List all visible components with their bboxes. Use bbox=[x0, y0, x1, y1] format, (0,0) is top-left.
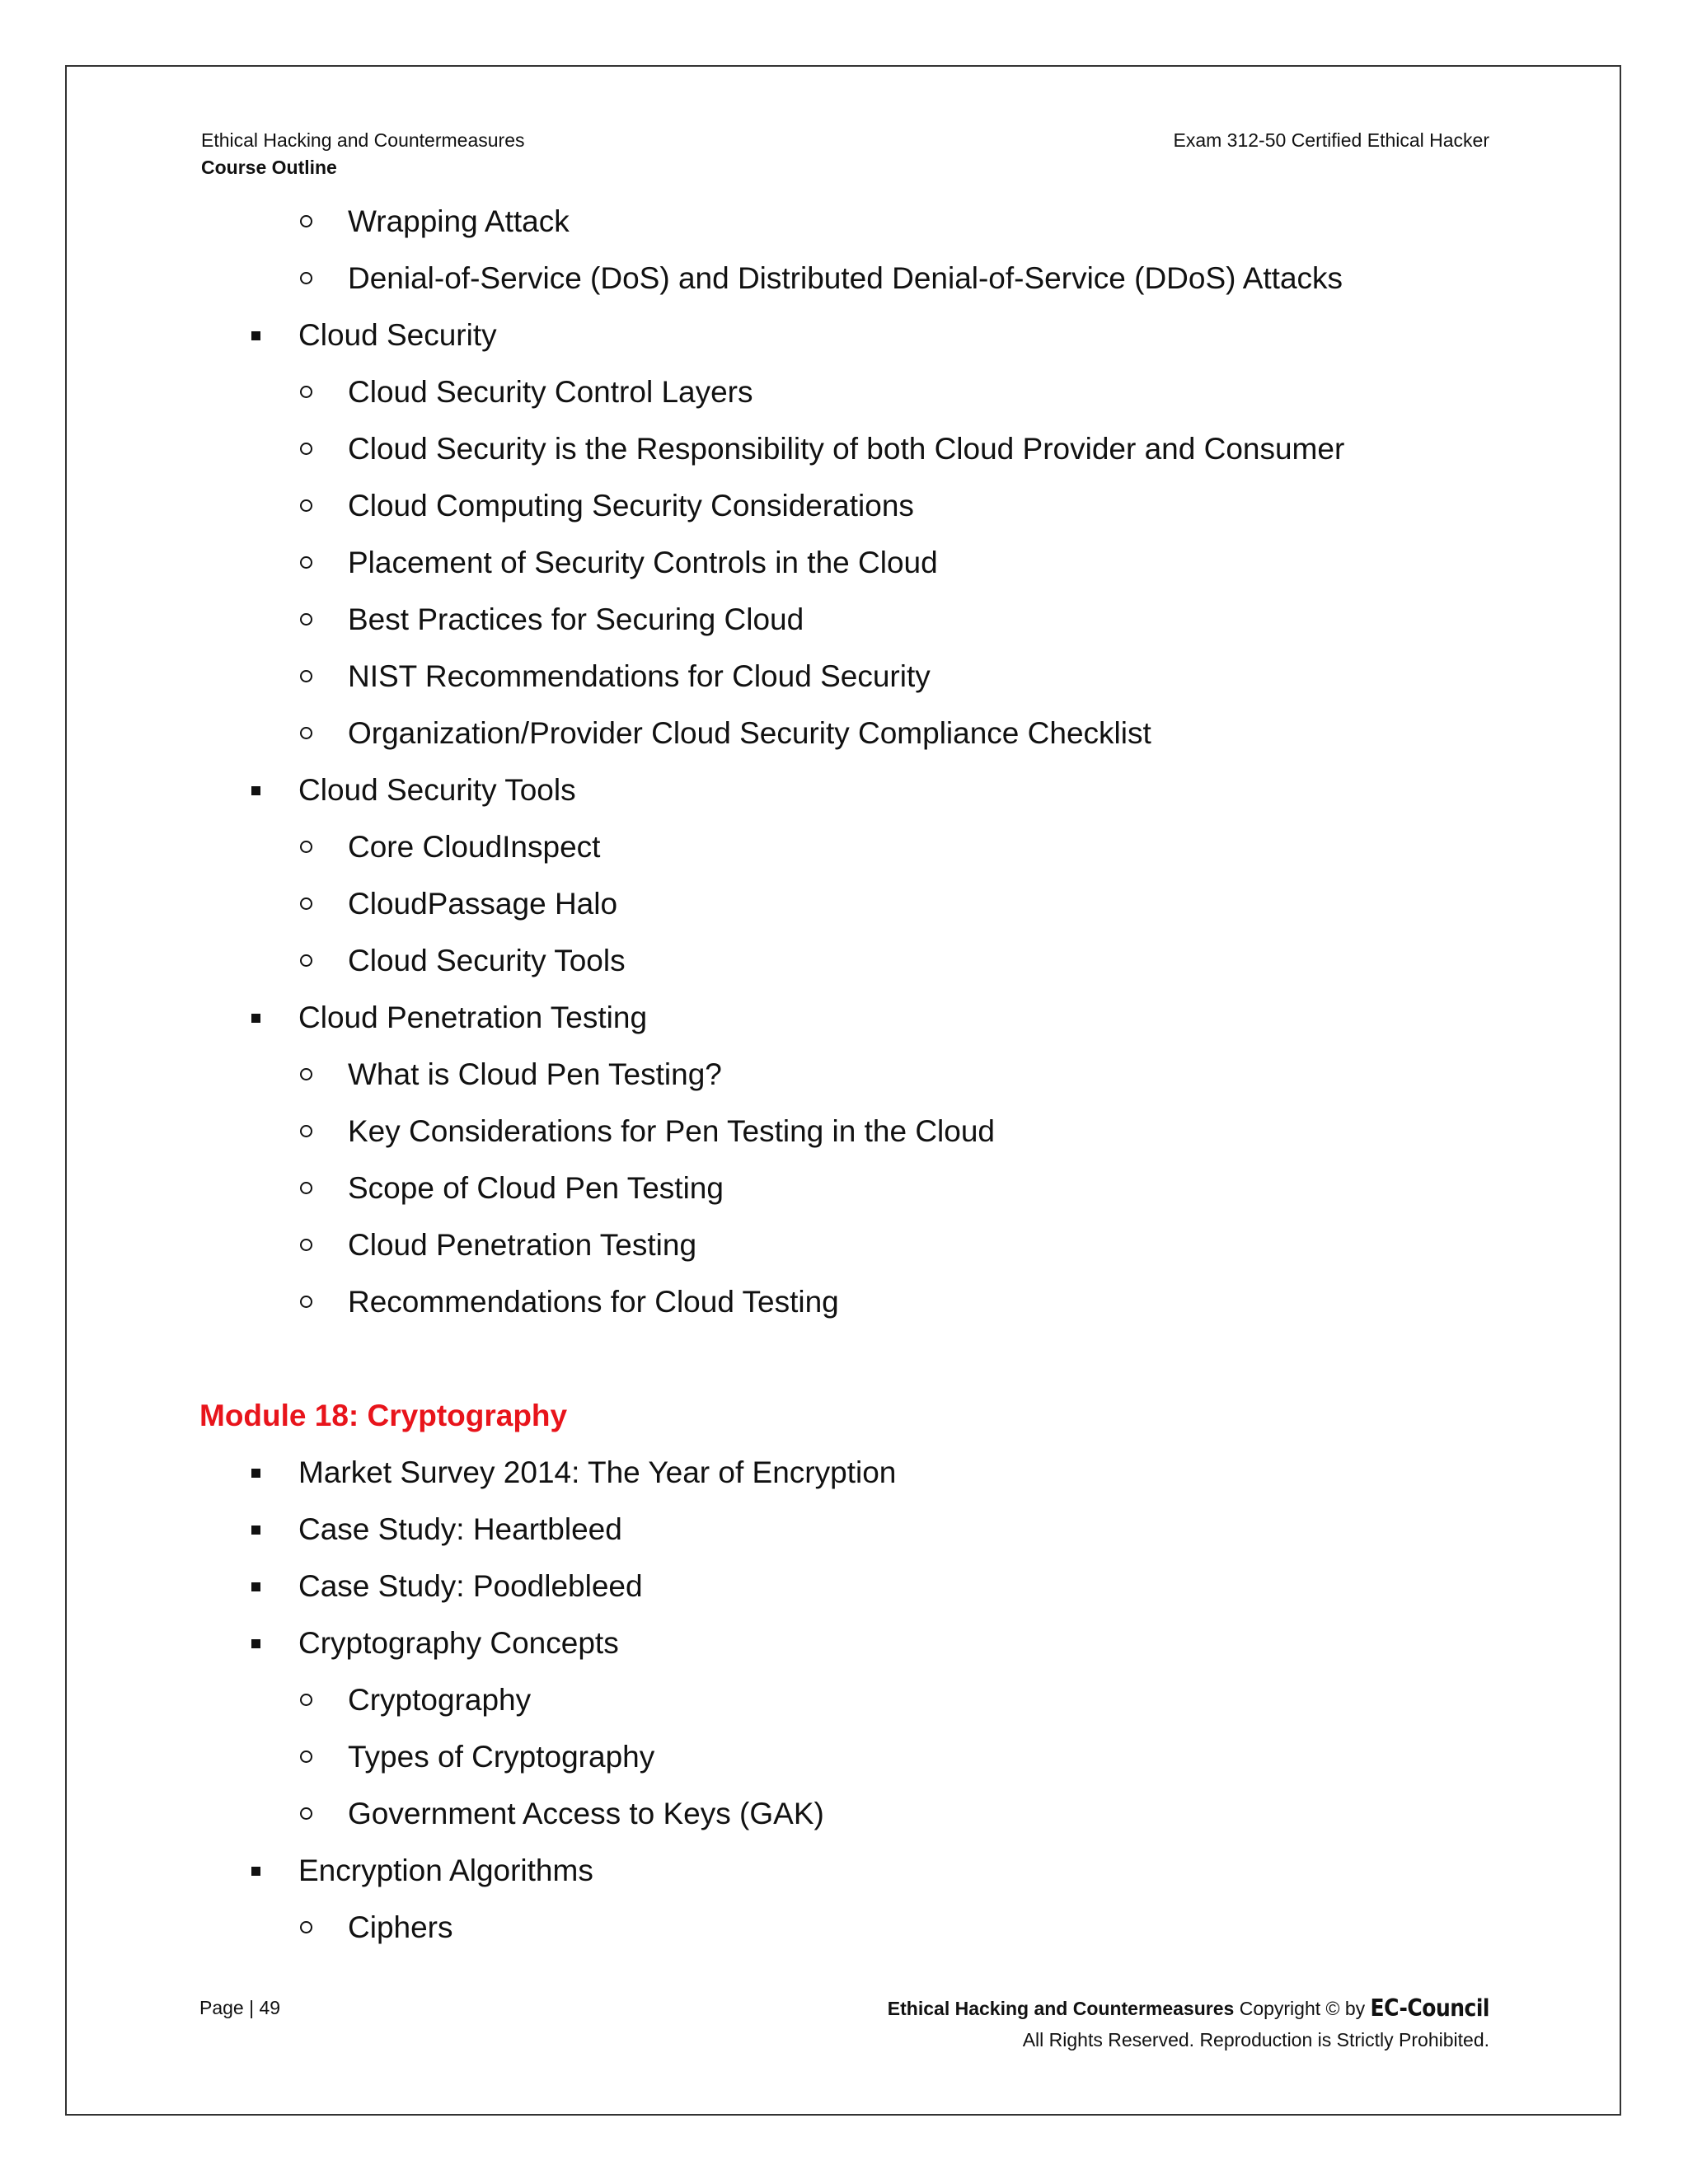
page-header-right: Exam 312-50 Certified Ethical Hacker bbox=[1173, 129, 1489, 151]
circle-bullet-icon bbox=[300, 215, 312, 227]
outline-subtopic bbox=[0, 250, 1688, 307]
square-bullet-icon bbox=[251, 786, 260, 795]
circle-bullet-icon bbox=[300, 1125, 312, 1137]
outline-item-label: Cloud Security Control Layers bbox=[348, 375, 753, 409]
circle-bullet-icon bbox=[300, 1182, 312, 1194]
outline-item-label: Denial-of-Service (DoS) and Distributed Denial-of-Service (DDoS) Attacks bbox=[348, 261, 1343, 295]
circle-bullet-icon bbox=[300, 443, 312, 455]
outline-topic bbox=[0, 1615, 1688, 1671]
footer-copyright-text: Copyright © by bbox=[1234, 1998, 1371, 2019]
outline-subtopic bbox=[0, 1671, 1688, 1728]
outline-item-label: Wrapping Attack bbox=[348, 204, 570, 238]
outline-item-label: Cloud Penetration Testing bbox=[298, 1001, 648, 1034]
circle-bullet-icon bbox=[300, 841, 312, 853]
outline-topic bbox=[0, 307, 1688, 363]
outline-list-cloud bbox=[0, 193, 1688, 1330]
square-bullet-icon bbox=[251, 1582, 260, 1591]
outline-subtopic bbox=[0, 1160, 1688, 1216]
outline-topic bbox=[0, 762, 1688, 818]
outline-item-label: Cloud Security Tools bbox=[298, 773, 576, 807]
circle-bullet-icon bbox=[300, 386, 312, 398]
circle-bullet-icon bbox=[300, 1921, 312, 1933]
circle-bullet-icon bbox=[300, 1239, 312, 1251]
outline-item-label: CloudPassage Halo bbox=[348, 887, 618, 921]
circle-bullet-icon bbox=[300, 727, 312, 739]
outline-item-label: Organization/Provider Cloud Security Compliance Checklist bbox=[348, 716, 1151, 750]
outline-subtopic bbox=[0, 1216, 1688, 1273]
outline-topic bbox=[0, 989, 1688, 1046]
outline-subtopic bbox=[0, 875, 1688, 932]
outline-topic bbox=[0, 1558, 1688, 1615]
outline-topic bbox=[0, 1842, 1688, 1899]
section-spacer bbox=[0, 1330, 1688, 1387]
square-bullet-icon bbox=[251, 1469, 260, 1478]
outline-subtopic bbox=[0, 477, 1688, 534]
page-header-left bbox=[201, 128, 524, 180]
ec-council-logo: EC-Council bbox=[1370, 1994, 1489, 2022]
circle-bullet-icon bbox=[300, 1807, 312, 1820]
header-title: Ethical Hacking and Countermeasures bbox=[201, 129, 525, 151]
outline-subtopic bbox=[0, 420, 1688, 477]
outline-item-label: Cloud Penetration Testing bbox=[348, 1228, 697, 1262]
outline-subtopic bbox=[0, 1899, 1688, 1956]
outline-item-label: Types of Cryptography bbox=[348, 1740, 655, 1774]
outline-item-label: Scope of Cloud Pen Testing bbox=[348, 1171, 724, 1205]
outline-subtopic bbox=[0, 534, 1688, 591]
outline-item-label: Placement of Security Controls in the Cloud bbox=[348, 546, 938, 579]
outline-item-label: Case Study: Heartbleed bbox=[298, 1512, 622, 1546]
outline-item-label: Market Survey 2014: The Year of Encryption bbox=[298, 1455, 897, 1489]
outline-subtopic bbox=[0, 705, 1688, 762]
outline-item-label: Encryption Algorithms bbox=[298, 1854, 593, 1887]
circle-bullet-icon bbox=[300, 1694, 312, 1706]
outline-item-label: Cloud Security bbox=[298, 318, 497, 352]
outline-item-label: Ciphers bbox=[348, 1910, 453, 1944]
circle-bullet-icon bbox=[300, 613, 312, 626]
outline-item-label: NIST Recommendations for Cloud Security bbox=[348, 659, 931, 693]
header-subtitle: Course Outline bbox=[201, 157, 337, 178]
square-bullet-icon bbox=[251, 331, 260, 340]
course-outline bbox=[0, 193, 1688, 1956]
outline-item-label: Government Access to Keys (GAK) bbox=[348, 1797, 824, 1830]
outline-subtopic bbox=[0, 1273, 1688, 1330]
outline-item-label: Cloud Computing Security Considerations bbox=[348, 489, 914, 523]
outline-subtopic bbox=[0, 363, 1688, 420]
outline-item-label: Cryptography bbox=[348, 1683, 532, 1717]
page-number: Page | 49 bbox=[199, 1997, 281, 2018]
circle-bullet-icon bbox=[300, 499, 312, 512]
outline-subtopic bbox=[0, 1728, 1688, 1785]
circle-bullet-icon bbox=[300, 898, 312, 910]
circle-bullet-icon bbox=[300, 954, 312, 967]
outline-subtopic bbox=[0, 818, 1688, 875]
outline-item-label: Case Study: Poodlebleed bbox=[298, 1569, 643, 1603]
footer-rights: All Rights Reserved. Reproduction is Strictly Prohibited. bbox=[1022, 2029, 1489, 2050]
outline-subtopic bbox=[0, 1785, 1688, 1842]
outline-topic bbox=[0, 1444, 1688, 1501]
circle-bullet-icon bbox=[300, 272, 312, 284]
page-footer-copyright bbox=[888, 1993, 1489, 2055]
circle-bullet-icon bbox=[300, 1296, 312, 1308]
square-bullet-icon bbox=[251, 1526, 260, 1535]
circle-bullet-icon bbox=[300, 670, 312, 682]
module-heading: Module 18: Cryptography bbox=[199, 1399, 568, 1432]
outline-item-label: Cloud Security Tools bbox=[348, 944, 626, 977]
square-bullet-icon bbox=[251, 1639, 260, 1648]
square-bullet-icon bbox=[251, 1014, 260, 1023]
outline-item-label: Cloud Security is the Responsibility of both Cloud Provider and Consumer bbox=[348, 432, 1345, 466]
outline-subtopic bbox=[0, 1103, 1688, 1160]
circle-bullet-icon bbox=[300, 1750, 312, 1763]
outline-subtopic bbox=[0, 591, 1688, 648]
outline-item-label: Best Practices for Securing Cloud bbox=[348, 602, 804, 636]
footer-course-name: Ethical Hacking and Countermeasures bbox=[887, 1998, 1235, 2019]
outline-subtopic bbox=[0, 932, 1688, 989]
outline-item-label: Recommendations for Cloud Testing bbox=[348, 1285, 839, 1319]
outline-item-label: Core CloudInspect bbox=[348, 830, 601, 864]
outline-subtopic bbox=[0, 648, 1688, 705]
circle-bullet-icon bbox=[300, 1068, 312, 1080]
square-bullet-icon bbox=[251, 1867, 260, 1876]
outline-list-cryptography bbox=[0, 1444, 1688, 1956]
outline-subtopic bbox=[0, 193, 1688, 250]
outline-item-label: What is Cloud Pen Testing? bbox=[348, 1057, 722, 1091]
outline-item-label: Cryptography Concepts bbox=[298, 1626, 619, 1660]
outline-subtopic bbox=[0, 1046, 1688, 1103]
outline-topic bbox=[0, 1501, 1688, 1558]
outline-item-label: Key Considerations for Pen Testing in the Cloud bbox=[348, 1114, 996, 1148]
circle-bullet-icon bbox=[300, 556, 312, 569]
